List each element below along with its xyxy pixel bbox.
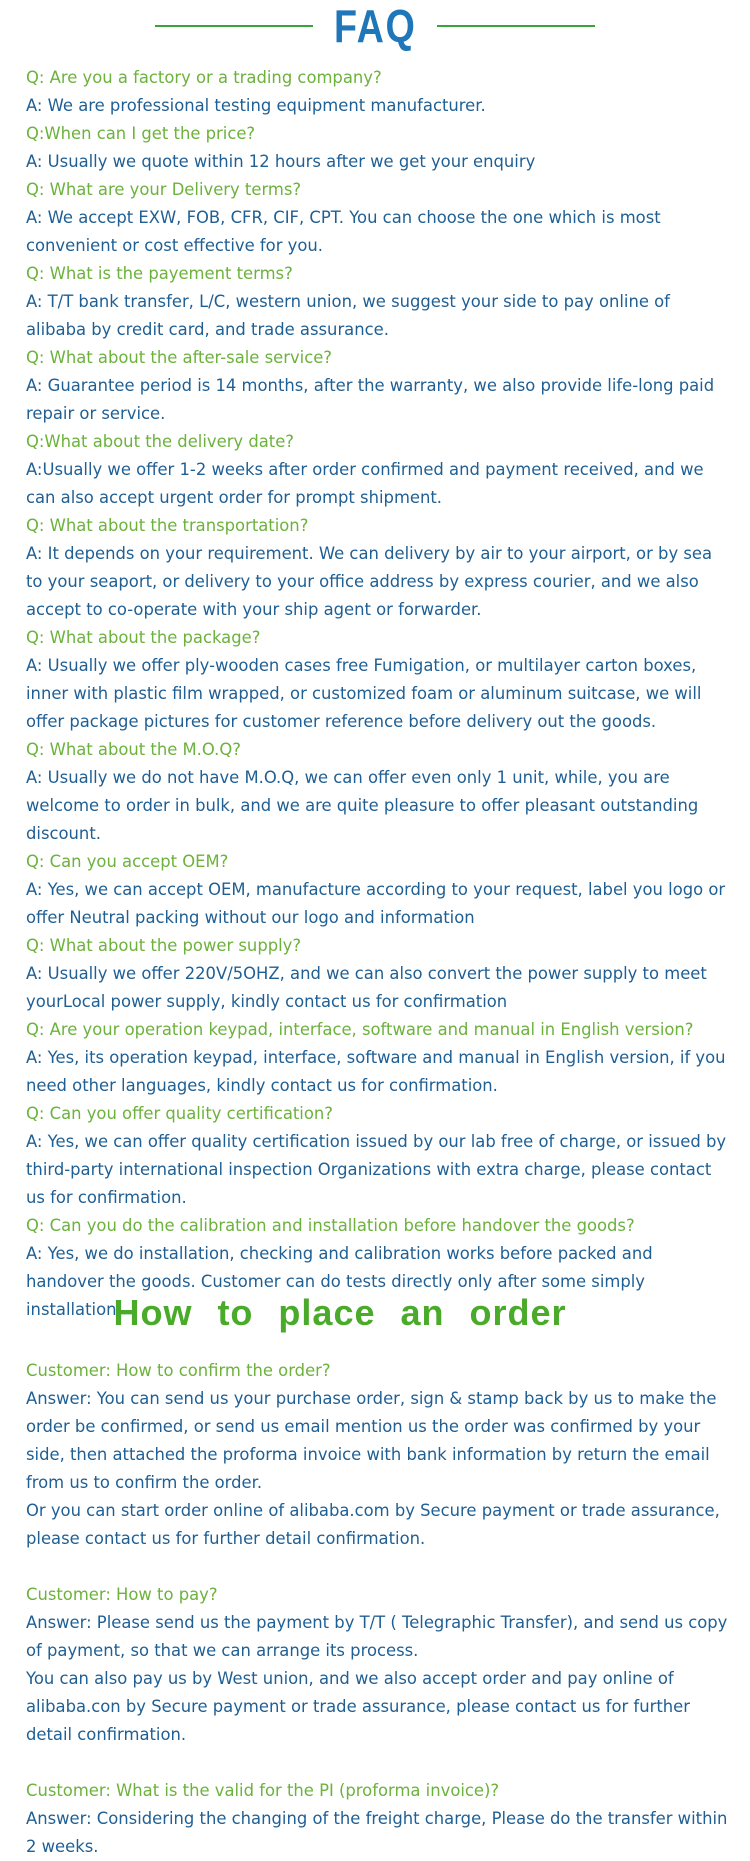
faq-answer: A: It depends on your requirement. We can delivery by air to your airport, or by sea to your seaport, or delivery to your office address by express courier, and we also accept to co-operate with your ship agent or forwarder. — [26, 544, 713, 619]
order-spacer — [26, 1749, 731, 1777]
faq-title-rule-right — [437, 25, 595, 27]
order-answer: You can also pay us by West union, and we also accept order and pay online of alibaba.con by Secure payment or trade assurance, please contact us for further detail confirmation. — [26, 1669, 690, 1744]
faq-question: Q: Can you offer quality certification? — [26, 1104, 333, 1123]
faq-question: Q:What about the delivery date? — [26, 432, 294, 451]
faq-question: Q: What about the transportation? — [26, 516, 309, 535]
faq-question: Q: Can you accept OEM? — [26, 852, 229, 871]
order-answer: Answer: Considering the changing of the freight charge, Please do the transfer within 2 weeks. — [26, 1809, 728, 1856]
faq-answer: A: We are professional testing equipment manufacturer. — [26, 96, 486, 115]
faq-answer: A: Yes, we can accept OEM, manufacture according to your request, label you logo or offer Neutral packing without our logo and information — [26, 880, 726, 927]
faq-question: Q: What about the package? — [26, 628, 261, 647]
order-list — [26, 1357, 731, 1861]
faq-question: Q: What about the power supply? — [26, 936, 302, 955]
faq-question: Q:When can I get the price? — [26, 124, 256, 143]
order-answer: Answer: You can send us your purchase order, sign & stamp back by us to make the order be confirmed, or send us email mention us the order was confirmed by your side, then attached the proforma invoice with bank information by return the email from us to confirm the order. — [26, 1389, 717, 1492]
faq-header — [0, 0, 750, 52]
order-answer: Or you can start order online of alibaba.com by Secure payment or trade assurance, please contact us for further detail confirmation. — [26, 1501, 720, 1548]
faq-title-rule-left — [155, 25, 313, 27]
faq-question: Q: What about the after-sale service? — [26, 348, 333, 367]
order-question: Customer: What is the valid for the PI (proforma invoice)? — [26, 1781, 500, 1800]
order-section-title: How to place an order — [113, 1292, 567, 1333]
faq-question: Q: Can you do the calibration and installation before handover the goods? — [26, 1216, 635, 1235]
faq-list — [26, 64, 731, 1324]
order-question: Customer: How to pay? — [26, 1585, 218, 1604]
faq-question: Q: What is the payement terms? — [26, 264, 293, 283]
faq-answer: A: We accept EXW, FOB, CFR, CIF, CPT. You can choose the one which is most convenient or cost effective for you. — [26, 208, 661, 255]
faq-answer: A: Usually we offer 220V/5OHZ, and we can also convert the power supply to meet yourLocal power supply, kindly contact us for confirmation — [26, 964, 707, 1011]
faq-answer: A: Usually we do not have M.O.Q, we can offer even only 1 unit, while, you are welcome to order in bulk, and we are quite pleasure to offer pleasant outstanding discount. — [26, 768, 699, 843]
faq-answer: A: Guarantee period is 14 months, after the warranty, we also provide life-long paid repair or service. — [26, 376, 715, 423]
order-question: Customer: How to confirm the order? — [26, 1361, 331, 1380]
faq-question: Q: Are you a factory or a trading company? — [26, 68, 382, 87]
faq-answer: A: Usually we offer ply-wooden cases free Fumigation, or multilayer carton boxes, inner with plastic film wrapped, or customized foam or aluminum suitcase, we will offer package pictures for customer reference before delivery out the goods. — [26, 656, 702, 731]
faq-question: Q: What are your Delivery terms? — [26, 180, 302, 199]
order-answer: Answer: Please send us the payment by T/T ( Telegraphic Transfer), and send us copy of payment, so that we can arrange its process. — [26, 1613, 728, 1660]
faq-title: FAQ — [333, 0, 417, 52]
order-spacer — [26, 1553, 731, 1581]
faq-answer: A: Yes, its operation keypad, interface, software and manual in English version, if you need other languages, kindly contact us for confirmation. — [26, 1048, 726, 1095]
faq-answer: A: Yes, we can offer quality certification issued by our lab free of charge, or issued by third-party international inspection Organizations with extra charge, please contact us for confirmation. — [26, 1132, 727, 1207]
faq-answer: A:Usually we offer 1-2 weeks after order confirmed and payment received, and we can also accept urgent order for prompt shipment. — [26, 460, 704, 507]
faq-answer: A: Usually we quote within 12 hours after we get your enquiry — [26, 152, 536, 171]
faq-answer: A: T/T bank transfer, L/C, western union, we suggest your side to pay online of alibaba by credit card, and trade assurance. — [26, 292, 670, 339]
faq-question: Q: Are your operation keypad, interface, software and manual in English version? — [26, 1020, 694, 1039]
faq-question: Q: What about the M.O.Q? — [26, 740, 241, 759]
faq-answer: A: Yes, we do installation, checking and calibration works before packed and handover the goods. Customer can do tests directly only after some simply installation. — [26, 1244, 653, 1319]
